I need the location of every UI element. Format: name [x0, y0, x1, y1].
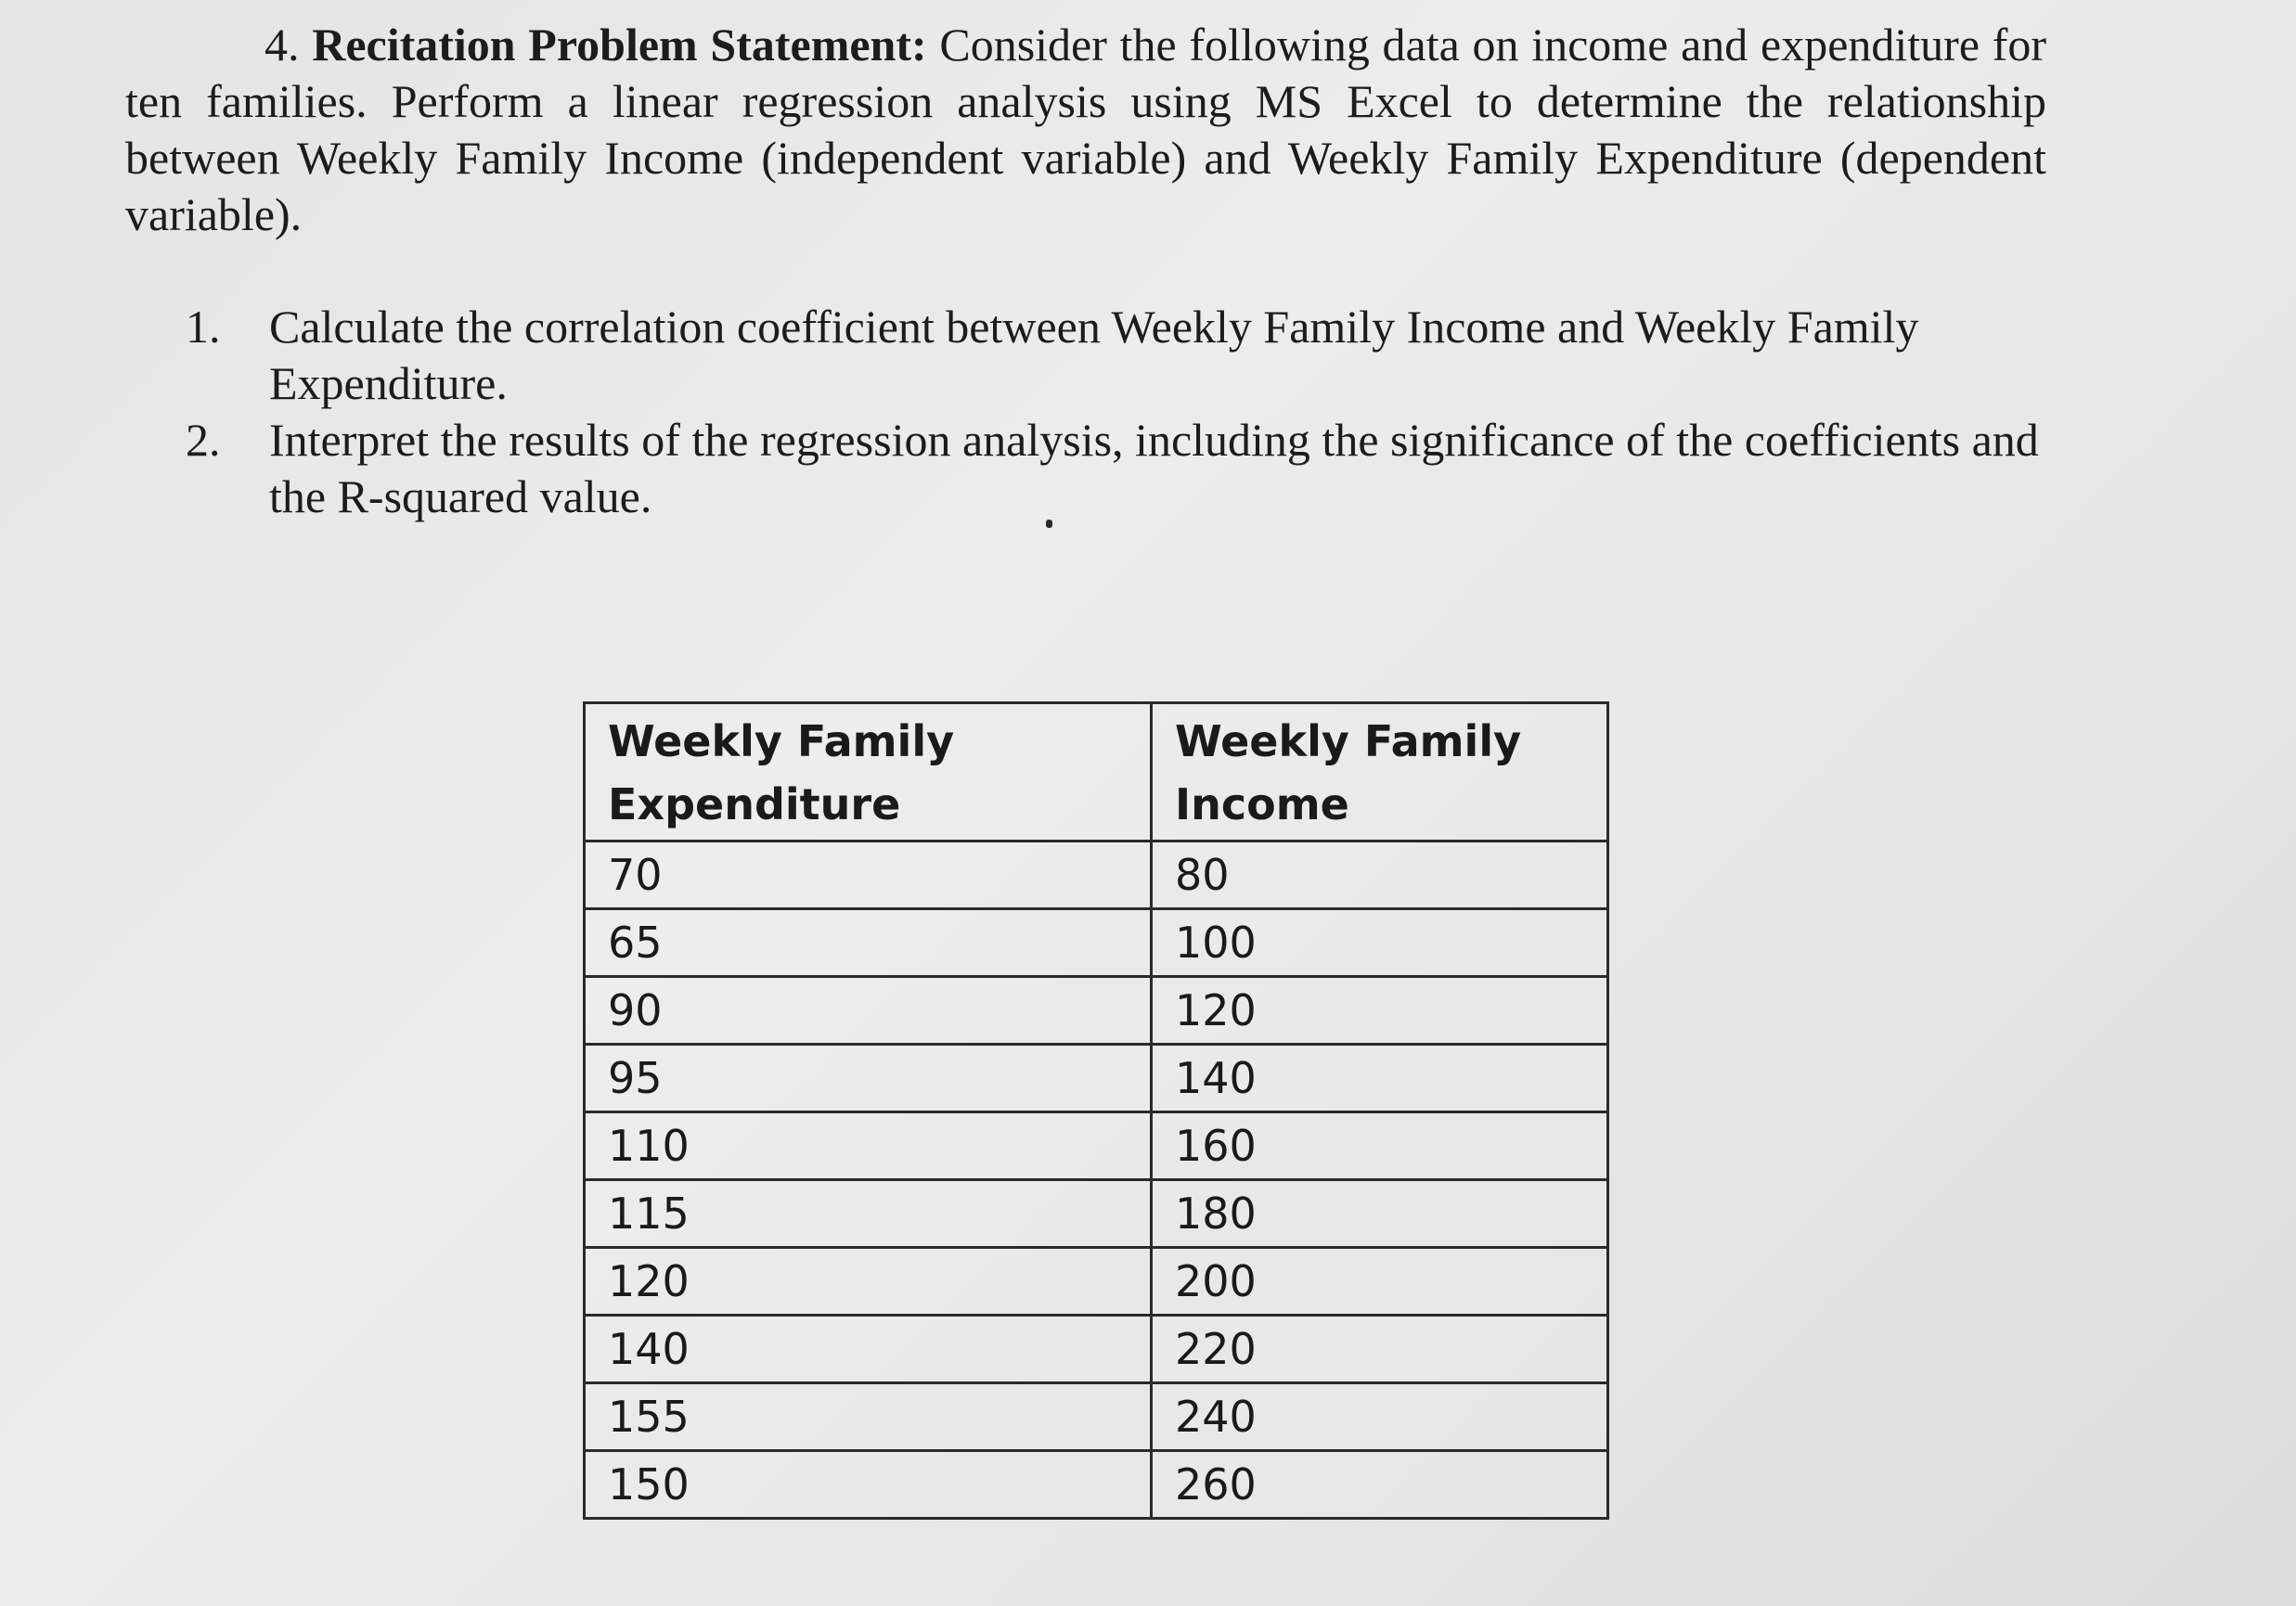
income-cell: 220: [1152, 1316, 1608, 1383]
table-row: [585, 909, 1608, 977]
question-item: [186, 412, 2060, 525]
income-cell: 120: [1152, 977, 1608, 1045]
table-row: [585, 1451, 1608, 1519]
expenditure-cell: 155: [585, 1383, 1152, 1451]
pen-mark: [1046, 520, 1052, 528]
expenditure-cell: 120: [585, 1248, 1152, 1316]
table-row: [585, 1248, 1608, 1316]
table-row: [585, 842, 1608, 909]
income-cell: 240: [1152, 1383, 1608, 1451]
expenditure-cell: 115: [585, 1180, 1152, 1248]
problem-heading: Recitation Problem Statement:: [312, 19, 927, 71]
problem-number: 4.: [264, 19, 300, 71]
income-cell: 100: [1152, 909, 1608, 977]
question-number: 2.: [186, 414, 221, 466]
income-cell: 80: [1152, 842, 1608, 909]
income-cell: 200: [1152, 1248, 1608, 1316]
table-row: [585, 1180, 1608, 1248]
table-row: [585, 1316, 1608, 1383]
table-row: [585, 977, 1608, 1045]
question-text: Calculate the correlation coefficient between Weekly Family Income and Weekly Family Expenditure.: [269, 301, 1919, 409]
question-list: [186, 299, 2060, 525]
question-text: Interpret the results of the regression analysis, including the significance of the coefficients and the R-squared value.: [269, 414, 2039, 522]
expenditure-cell: 95: [585, 1045, 1152, 1112]
question-number: 1.: [186, 301, 221, 353]
data-table: [583, 701, 1609, 1520]
expenditure-cell: 70: [585, 842, 1152, 909]
header-expenditure: Weekly Family Expenditure: [585, 703, 1152, 842]
expenditure-cell: 140: [585, 1316, 1152, 1383]
income-cell: 260: [1152, 1451, 1608, 1519]
income-cell: 160: [1152, 1112, 1608, 1180]
expenditure-cell: 150: [585, 1451, 1152, 1519]
income-cell: 140: [1152, 1045, 1608, 1112]
table-row: [585, 1045, 1608, 1112]
expenditure-cell: 65: [585, 909, 1152, 977]
expenditure-cell: 90: [585, 977, 1152, 1045]
header-income: Weekly Family Income: [1152, 703, 1608, 842]
expenditure-cell: 110: [585, 1112, 1152, 1180]
problem-statement: [125, 17, 2046, 243]
table-row: [585, 1112, 1608, 1180]
table-header-row: [585, 703, 1608, 842]
table-row: [585, 1383, 1608, 1451]
income-cell: 180: [1152, 1180, 1608, 1248]
question-item: [186, 299, 2060, 412]
problem-text: Consider the following data on income and expenditure for ten families. Perform a linear regression analysis using MS Excel to determine the relationship between Weekly Family Income (independent variable) and Weekly Family Expenditure (dependent variable).: [125, 19, 2047, 240]
